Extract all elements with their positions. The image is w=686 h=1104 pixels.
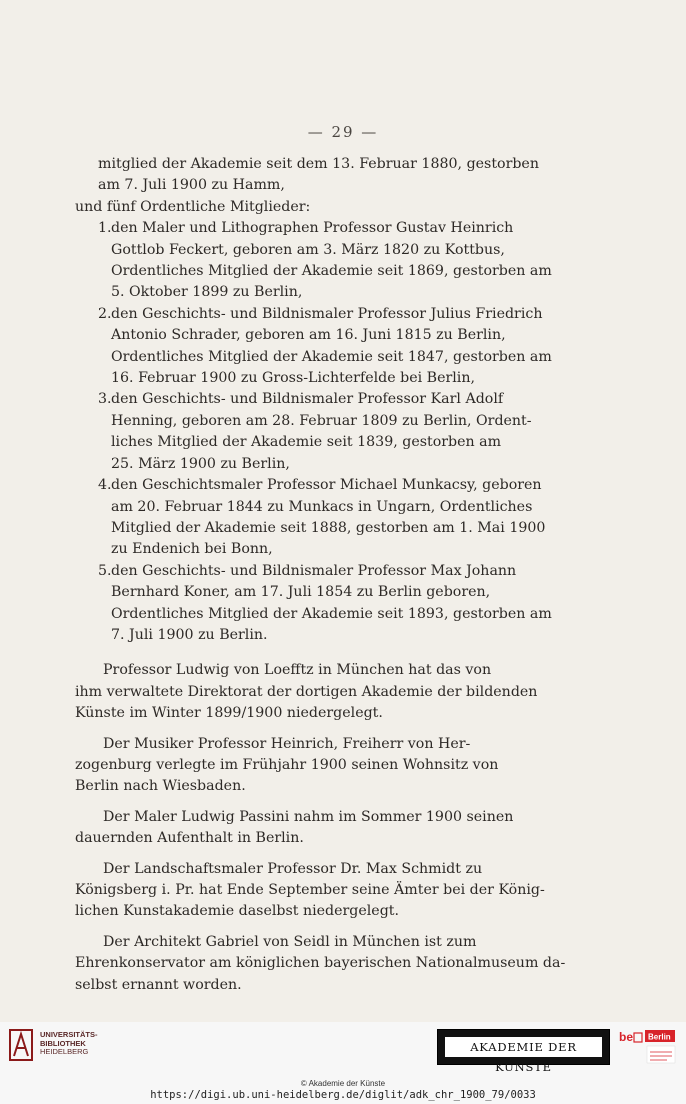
library-name — [40, 1031, 98, 1057]
adk-label: AKADEMIE DER KÜNSTE — [444, 1036, 603, 1058]
list-number: 2. — [98, 305, 112, 322]
text-line: Ordentliches Mitglied der Akademie seit 1847, gestorben am — [111, 348, 552, 365]
list-number: 3. — [98, 391, 112, 408]
text-line: den Geschichts- und Bildnismaler Professor Karl Adolf — [111, 391, 504, 408]
list-item-2 — [75, 304, 552, 390]
text-line: zogenburg verlegte im Frühjahr 1900 seinen Wohnsitz von — [75, 756, 499, 773]
text-line: 16. Februar 1900 zu Gross-Lichterfelde bei Berlin, — [111, 370, 475, 387]
text-line: Berlin nach Wiesbaden. — [75, 778, 246, 795]
text-line: lichen Kunstakademie daselbst niedergelegt. — [75, 903, 399, 920]
text-line: Antonio Schrader, geboren am 16. Juni 1815 zu Berlin, — [111, 327, 506, 344]
text-line: ihm verwaltete Direktorat der dortigen Akademie der bildenden — [75, 683, 538, 700]
text-line: selbst ernannt worden. — [75, 976, 242, 993]
paragraph-herzogenburg — [75, 734, 527, 798]
copyright-notice: © Akademie der Künste — [300, 1079, 386, 1088]
text-line: am 7. Juli 1900 zu Hamm, — [98, 177, 285, 194]
text-line: den Maler und Lithographen Professor Gustav Heinrich — [111, 220, 514, 237]
text-line: und fünf Ordentliche Mitglieder: — [75, 198, 311, 215]
page-url-link[interactable]: https://digi.ub.uni-heidelberg.de/diglit/adk_chr_1900_79/0033 — [150, 1089, 536, 1101]
text-line: den Geschichts- und Bildnismaler Professor Max Johann — [111, 562, 517, 579]
university-library-logo-icon[interactable] — [8, 1026, 38, 1064]
text-line: Henning, geboren am 28. Februar 1809 zu Berlin, Ordent- — [111, 412, 532, 429]
text-line: den Geschichts- und Bildnismaler Professor Julius Friedrich — [111, 305, 543, 322]
paragraph-seidl — [75, 932, 566, 996]
list-number: 5. — [98, 562, 112, 579]
list-item-1 — [75, 218, 552, 304]
body-text — [75, 154, 566, 996]
text-line: Mitglied der Akademie seit 1888, gestorben am 1. Mai 1900 — [111, 519, 546, 536]
list-item-3 — [75, 389, 532, 475]
paragraph-schmidt — [75, 859, 545, 923]
text-line: dauernden Aufenthalt in Berlin. — [75, 830, 304, 847]
text-line: Ordentliches Mitglied der Akademie seit 1869, gestorben am — [111, 263, 552, 280]
text-line: Der Maler Ludwig Passini nahm im Sommer 1900 seinen — [103, 808, 514, 825]
text-line: 5. Oktober 1899 zu Berlin, — [111, 284, 303, 301]
list-item-5 — [75, 561, 552, 647]
text-line: mitglied der Akademie seit dem 13. Februar 1880, gestorben — [98, 156, 539, 172]
text-line: Der Architekt Gabriel von Seidl in München ist zum — [103, 933, 477, 950]
text-line: den Geschichtsmaler Professor Michael Munkacsy, geboren — [111, 477, 542, 494]
text-line: Der Landschaftsmaler Professor Dr. Max Schmidt zu — [103, 860, 483, 877]
text-line: Königsberg i. Pr. hat Ende September seine Ämter bei der König- — [75, 882, 545, 898]
page-number: — 29 — — [307, 123, 379, 141]
text-line: am 20. Februar 1844 zu Munkacs in Ungarn, Ordentliches — [111, 498, 533, 515]
list-item-4 — [75, 475, 546, 561]
list-number: 4. — [98, 477, 112, 494]
library-line: UNIVERSITÄTS- — [40, 1030, 98, 1039]
akademie-der-kuenste-logo[interactable] — [437, 1029, 610, 1074]
berlin-logo-icon[interactable] — [617, 1027, 677, 1065]
text-line: Gottlob Feckert, geboren am 3. März 1820 zu Kottbus, — [111, 241, 505, 258]
text-line: zu Endenich bei Bonn, — [111, 541, 273, 558]
list-number: 1. — [98, 220, 112, 237]
library-line: BIBLIOTHEK — [40, 1038, 86, 1048]
paragraph-loefftz — [75, 660, 538, 724]
svg-text:be: be — [619, 1030, 634, 1044]
text-line: Ordentliches Mitglied der Akademie seit 1893, gestorben am — [111, 605, 552, 622]
text-line: 7. Juli 1900 zu Berlin. — [111, 626, 268, 643]
berlin-logo-text: Berlin — [648, 1032, 671, 1042]
text-line: Der Musiker Professor Heinrich, Freiherr von Her- — [103, 735, 471, 752]
paragraph-passini — [75, 807, 527, 850]
text-line: Ehrenkonservator am königlichen bayerischen Nationalmuseum da- — [75, 955, 566, 972]
text-line: 25. März 1900 zu Berlin, — [111, 455, 290, 472]
text-line: Bernhard Koner, am 17. Juli 1854 zu Berlin geboren, — [111, 584, 491, 601]
text-line: Professor Ludwig von Loefftz in München hat das von — [103, 662, 492, 679]
text-line: Künste im Winter 1899/1900 niedergelegt. — [75, 705, 383, 722]
text-line: liches Mitglied der Akademie seit 1839, gestorben am — [111, 434, 502, 451]
library-line: HEIDELBERG — [40, 1047, 89, 1056]
